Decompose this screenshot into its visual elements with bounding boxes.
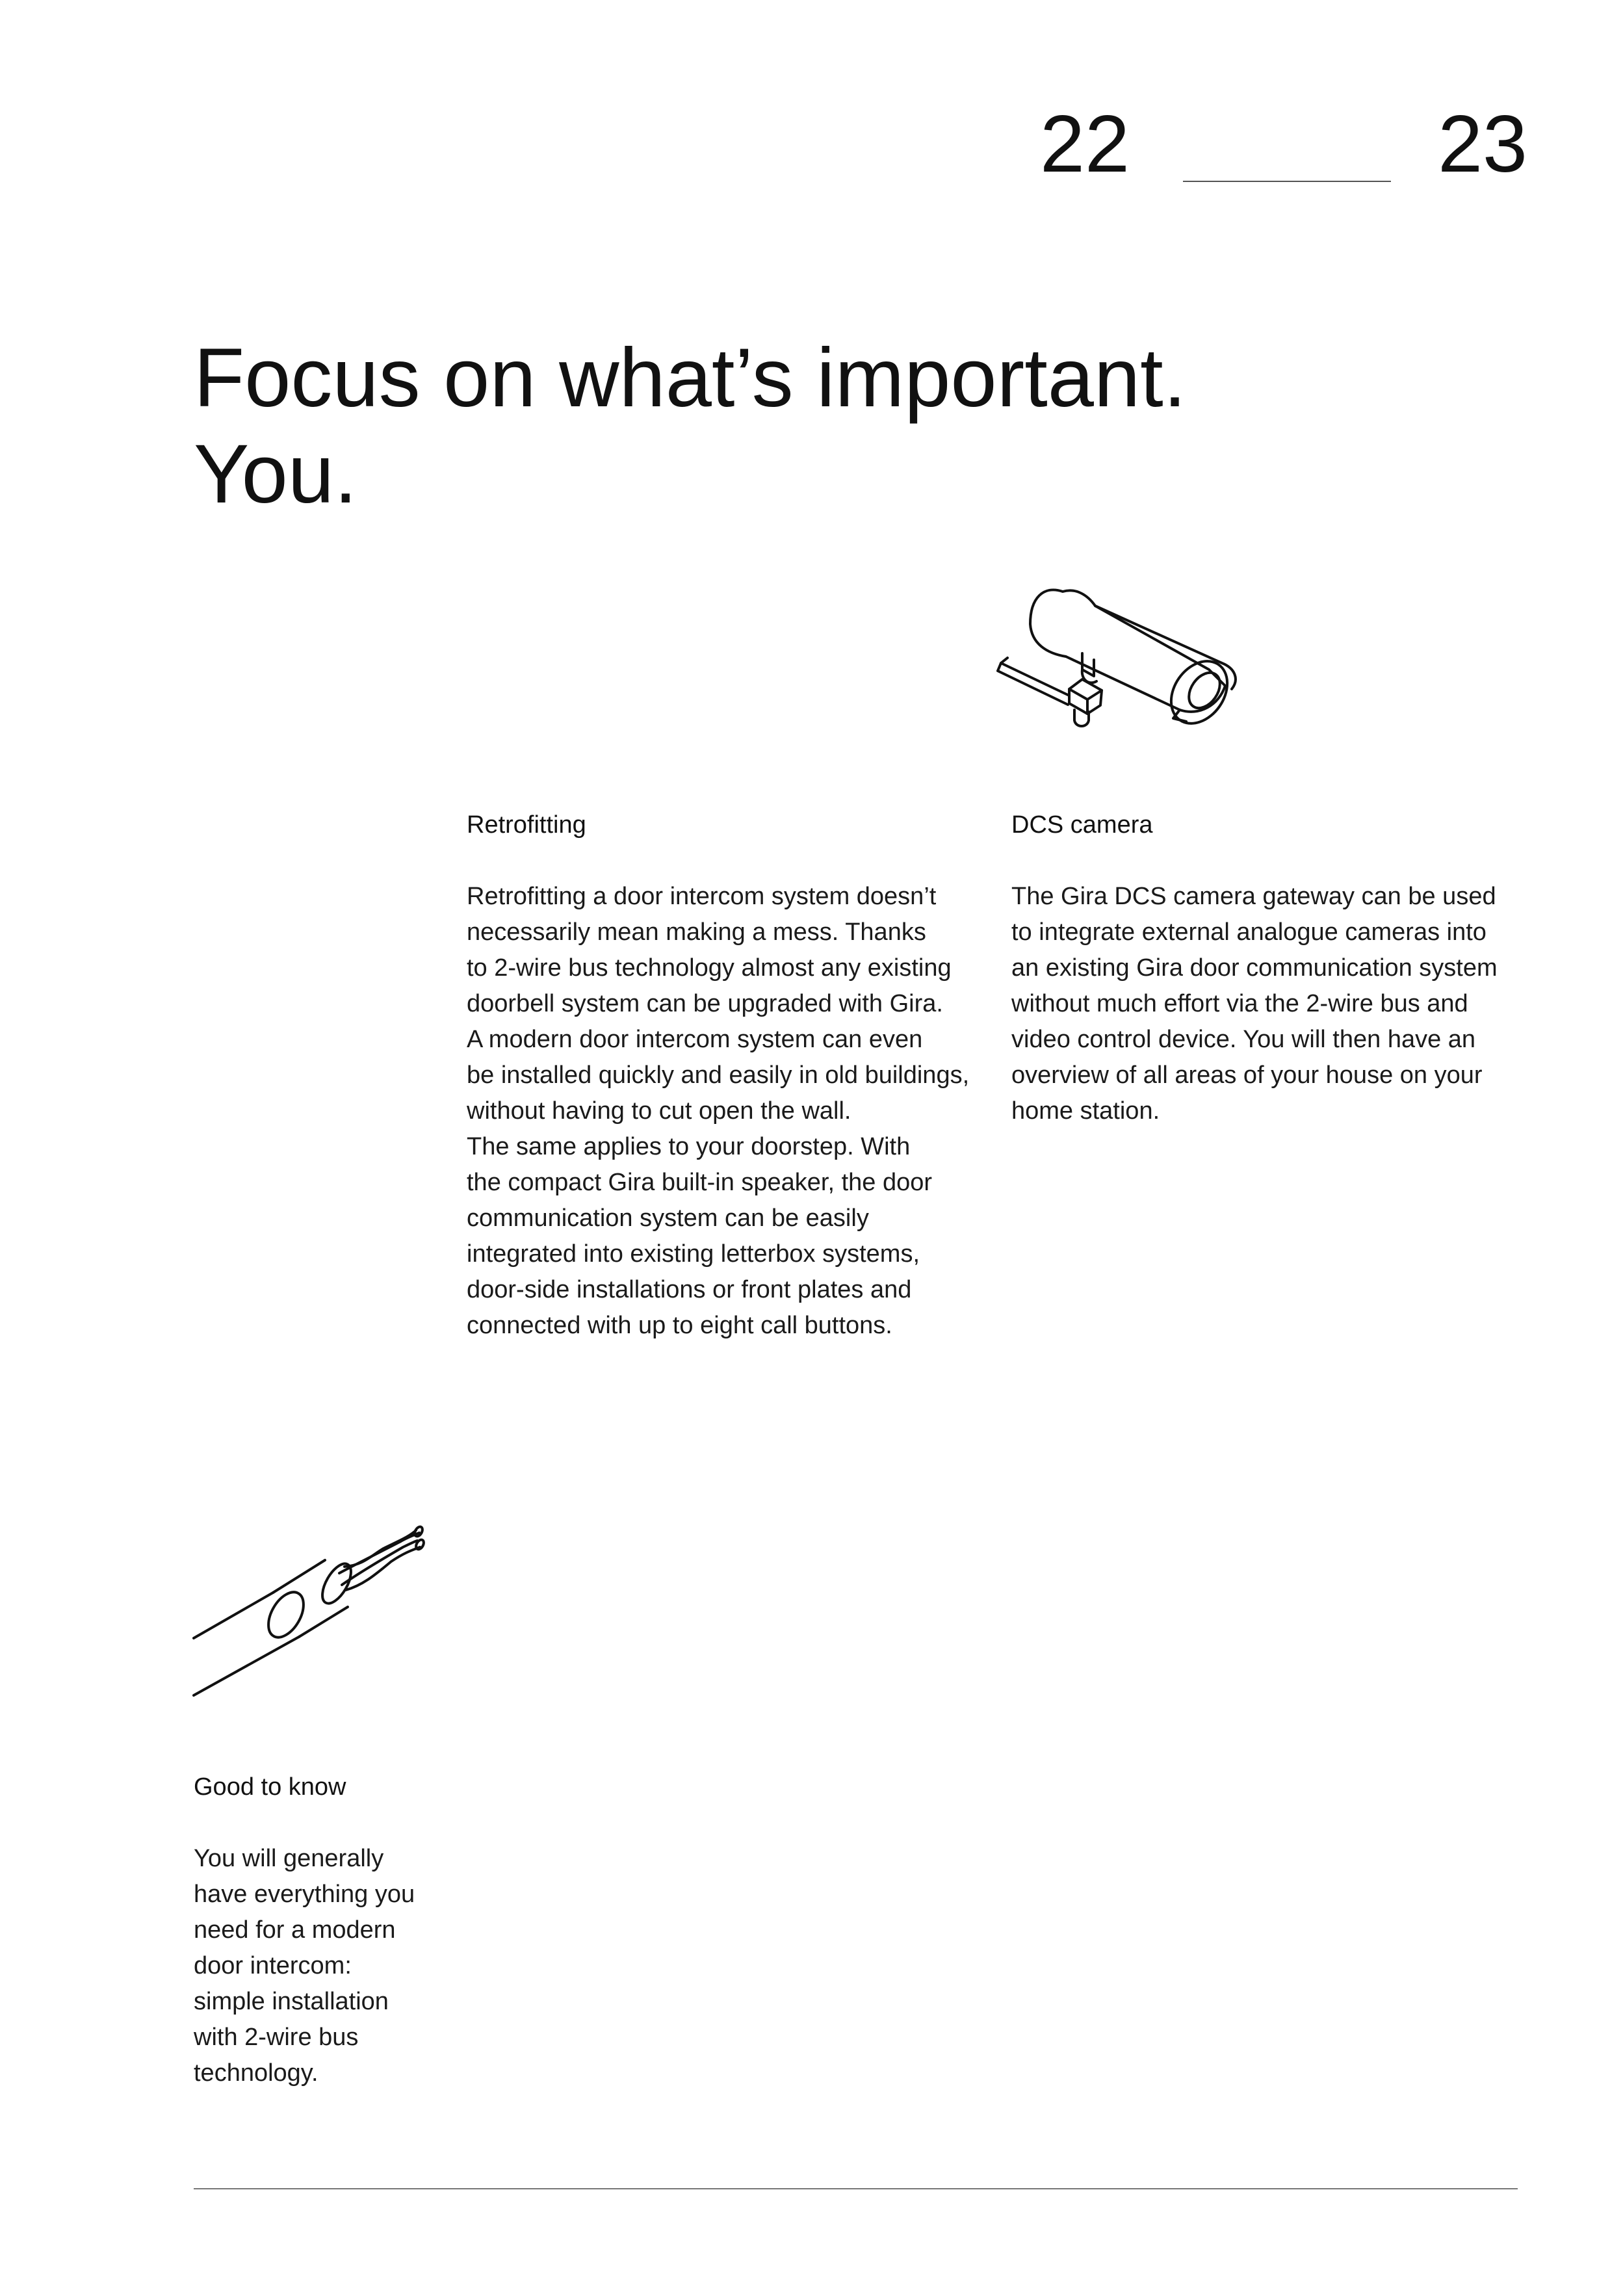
headline-line-2: You. bbox=[194, 428, 357, 521]
page-number-left: 22 bbox=[1040, 99, 1130, 189]
good-to-know-title: Good to know bbox=[194, 1773, 346, 1801]
dcs-camera-body: The Gira DCS camera gateway can be used to integrate external analogue cameras into an existing Gira door communication system without much effort via the 2-wire bus and video control device. You will then have an overview of all areas of your house on your home station. bbox=[1011, 883, 1498, 1125]
good-to-know-section bbox=[194, 1769, 441, 2091]
page-number-right: 23 bbox=[1438, 99, 1527, 189]
two-wire-cable-icon bbox=[188, 1489, 442, 1703]
page-number-divider bbox=[1183, 181, 1391, 182]
headline-line-1: Focus on what’s important. bbox=[194, 332, 1187, 424]
dcs-camera-title: DCS camera bbox=[1011, 811, 1153, 839]
retrofitting-section bbox=[467, 807, 980, 1344]
footer-divider bbox=[194, 2188, 1518, 2189]
surveillance-camera-icon bbox=[985, 572, 1271, 774]
good-to-know-body: You will generally have everything you need for a modern door intercom: simple installation with 2-wire bus technology. bbox=[194, 1845, 415, 2087]
page-headline bbox=[194, 330, 1429, 523]
page-numbers bbox=[1033, 99, 1527, 202]
retrofitting-title: Retrofitting bbox=[467, 811, 586, 839]
retrofitting-body: Retrofitting a door intercom system doesn’t necessarily mean making a mess. Thanks to 2-wire bus technology almost any existing doorbell system can be upgraded with Gira. A modern door intercom system can even be installed quickly and easily in old buildings, without having to cut open the wall. The same applies to your doorstep. With the compact Gira built-in speaker, the door communication system can be easily integrated into existing letterbox systems, door-side installations or front plates and connected with up to eight call buttons. bbox=[467, 883, 970, 1339]
dcs-camera-section bbox=[1011, 807, 1531, 1129]
